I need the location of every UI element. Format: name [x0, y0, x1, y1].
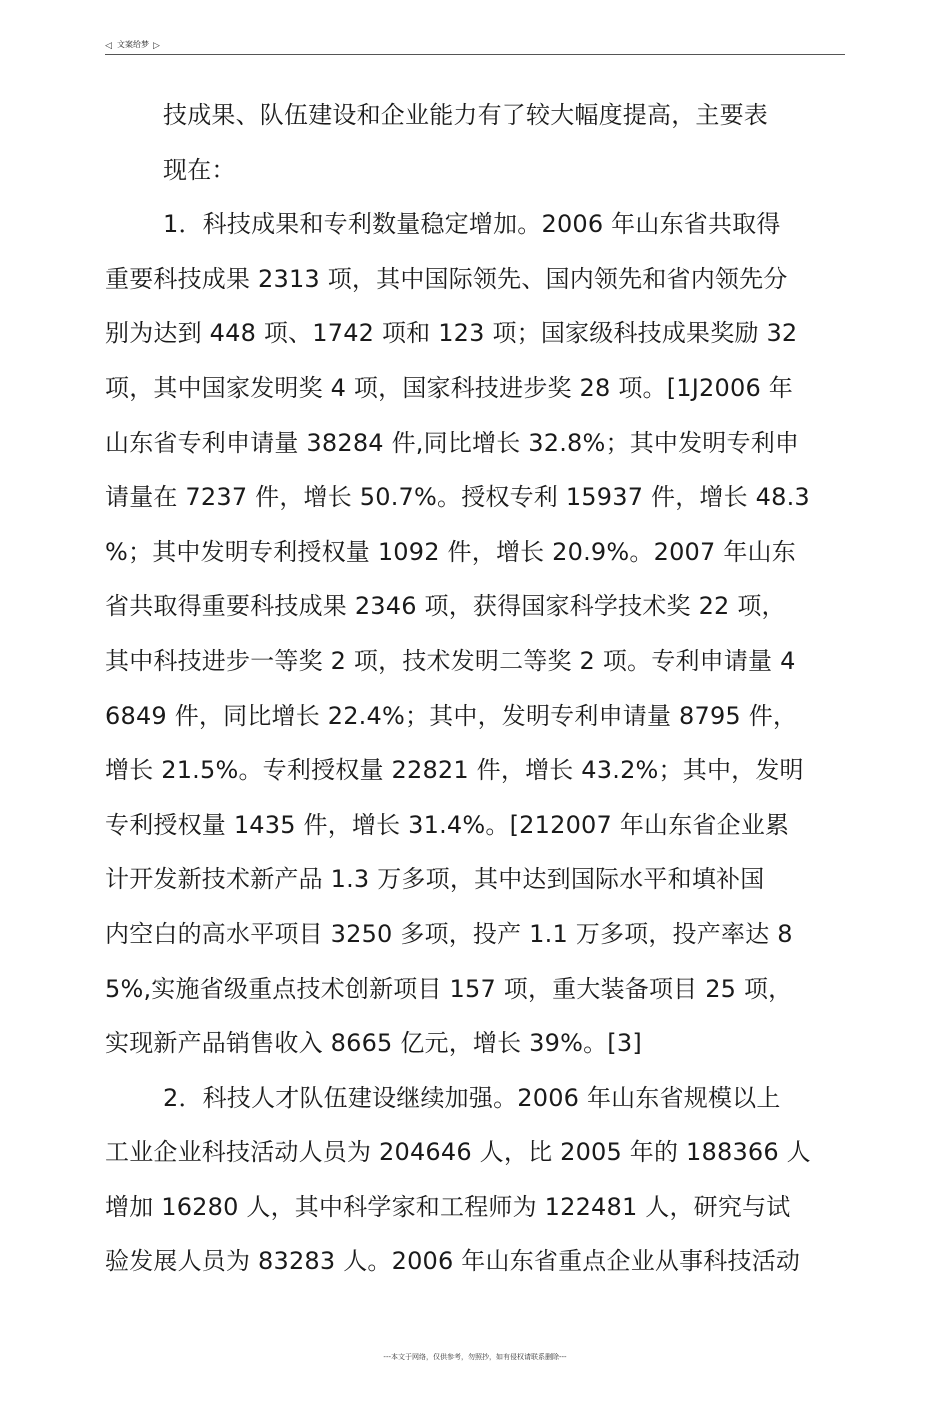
text-line: 别为达到 448 项、1742 项和 123 项；国家级科技成果奖励 32	[105, 319, 798, 348]
page-footer: ---本文于网络，仅供参考，勿照抄，如有侵权请联系删除---	[383, 1353, 567, 1361]
text-line: 省共取得重要科技成果 2346 项，获得国家科学技术奖 22 项，	[105, 592, 786, 621]
document-body	[105, 88, 845, 1289]
text-line: 技成果、队伍建设和企业能力有了较大幅度提高，主要表	[163, 101, 768, 129]
text-line: 现在：	[163, 155, 236, 184]
left-triangle-icon: ◁	[105, 41, 112, 51]
paragraph-1-start: 1．科技成果和专利数量稳定增加。2006 年山东省共取得	[163, 210, 781, 239]
right-triangle-icon: ▷	[153, 41, 160, 51]
text-line: 重要科技成果 2313 项，其中国际领先、国内领先和省内领先分	[105, 264, 788, 293]
text-line: 增加 16280 人，其中科学家和工程师为 122481 人，研究与试	[105, 1192, 791, 1221]
text-line: 实现新产品销售收入 8665 亿元，增长 39%。[3]	[105, 1029, 642, 1058]
text-line: 5%,实施省级重点技术创新项目 157 项，重大装备项目 25 项，	[105, 974, 793, 1003]
text-line: 计开发新技术新产品 1.3 万多项，其中达到国际水平和填补国	[105, 865, 765, 894]
page-header	[105, 38, 845, 55]
header-title: 文案给梦	[117, 40, 149, 49]
text-line: 项，其中国家发明奖 4 项，国家科技进步奖 28 项。[1J2006 年	[105, 373, 793, 402]
text-line: 专利授权量 1435 件，增长 31.4%。[212007 年山东省企业累	[105, 810, 790, 839]
text-line: 请量在 7237 件，增长 50.7%。授权专利 15937 件，增长 48.3	[105, 483, 810, 512]
text-line: 工业企业科技活动人员为 204646 人，比 2005 年的 188366 人	[105, 1138, 811, 1167]
text-line: 6849 件，同比增长 22.4%；其中，发明专利申请量 8795 件，	[105, 701, 798, 730]
text-line: 其中科技进步一等奖 2 项，技术发明二等奖 2 项。专利申请量 4	[105, 646, 796, 675]
text-line: 内空白的高水平项目 3250 多项，投产 1.1 万多项，投产率达 8	[105, 919, 793, 948]
paragraph-2-start: 2．科技人才队伍建设继续加强。2006 年山东省规模以上	[163, 1083, 781, 1112]
text-line: 验发展人员为 83283 人。2006 年山东省重点企业从事科技活动	[105, 1247, 801, 1276]
text-line: %；其中发明专利授权量 1092 件，增长 20.9%。2007 年山东	[105, 537, 796, 566]
text-line: 山东省专利申请量 38284 件,同比增长 32.8%；其中发明专利申	[105, 428, 800, 457]
text-line: 增长 21.5%。专利授权量 22821 件，增长 43.2%；其中，发明	[105, 756, 804, 785]
